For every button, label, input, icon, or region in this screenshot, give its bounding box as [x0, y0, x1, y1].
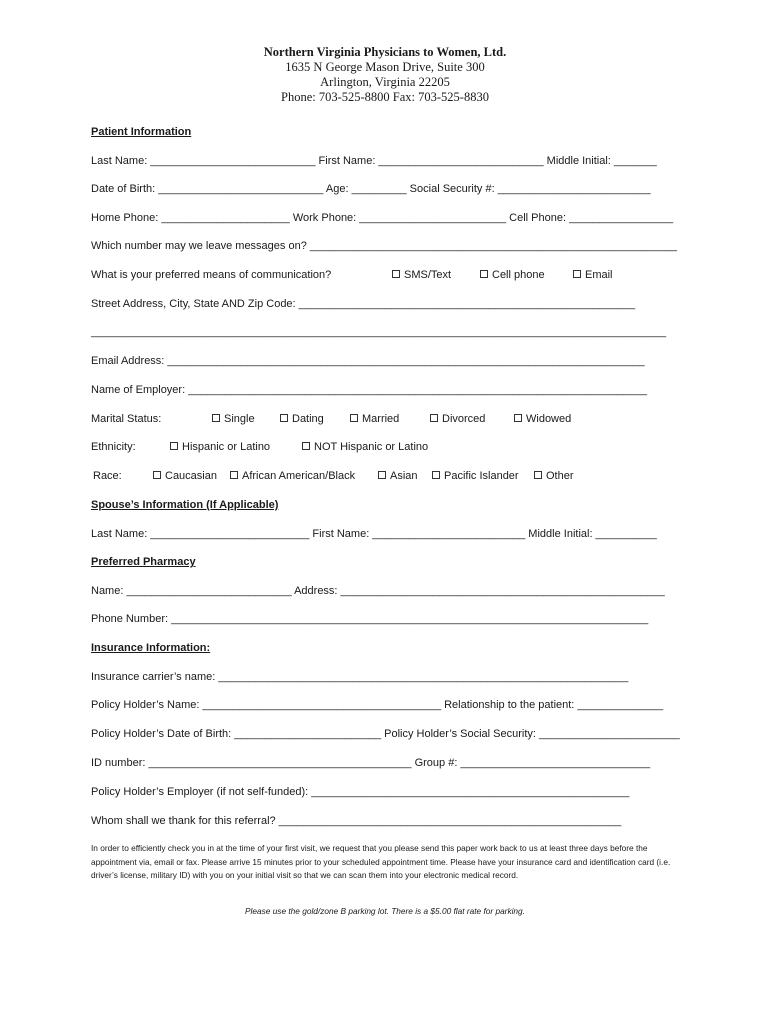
referral-field[interactable]: Whom shall we thank for this referral? ________________________________________________________ — [91, 815, 622, 827]
comm-option-cell[interactable]: Cell phone — [480, 269, 545, 281]
race-option-caucasian[interactable]: Caucasian — [153, 470, 217, 482]
policy-holder-name-field[interactable]: Policy Holder’s Name: _______________________________________ Relationship to the patient: ______________ — [91, 699, 664, 711]
pharmacy-name-address-field[interactable]: Name: ___________________________ Address: _____________________________________________________ — [91, 585, 665, 597]
parking-note: Please use the gold/zone B parking lot. There is a $5.00 flat rate for parking. — [245, 906, 525, 916]
employer-field[interactable]: Name of Employer: ___________________________________________________________________________ — [91, 384, 648, 396]
patient-information-heading: Patient Information — [91, 126, 192, 138]
marital-option-divorced[interactable]: Divorced — [430, 413, 485, 425]
street-address-field[interactable]: Street Address, City, State AND Zip Code: _______________________________________________________ — [91, 298, 636, 310]
date-of-birth-field[interactable]: Date of Birth: ___________________________ Age: _________ Social Security #: _________________________ — [91, 183, 651, 195]
first-visit-instructions: In order to efficiently check you in at the time of your first visit, we request that you please send this paper work back to us at least three days before the appointment via, email or fax. Please arrive 15 minutes prior to your scheduled appointment time. Please have your insurance card and identification card (i.e. driver’s license, military ID) with you on your initial visit so that we can scan them into your electronic medical record. — [91, 843, 671, 880]
policy-holder-employer-field[interactable]: Policy Holder’s Employer (if not self-funded): ____________________________________________________ — [91, 786, 630, 798]
message-number-field[interactable]: Which number may we leave messages on? ____________________________________________________________ — [91, 240, 677, 252]
insurance-carrier-field[interactable]: Insurance carrier’s name: ___________________________________________________________________ — [91, 671, 629, 683]
marital-option-married[interactable]: Married — [350, 413, 399, 425]
checkbox-icon — [350, 414, 358, 422]
patient-name-field[interactable]: Last Name: ___________________________ First Name: ___________________________ Middle Initial: _______ — [91, 155, 657, 167]
practice-address-line2: Arlington, Virginia 22205 — [320, 75, 450, 89]
marital-option-widowed[interactable]: Widowed — [514, 413, 571, 425]
insurance-information-heading: Insurance Information: — [91, 642, 211, 654]
spouse-name-field[interactable]: Last Name: __________________________ First Name: _________________________ Middle Initial: __________ — [91, 528, 657, 540]
checkbox-icon — [480, 270, 488, 278]
marital-option-dating[interactable]: Dating — [280, 413, 324, 425]
communication-label: What is your preferred means of communication? — [91, 269, 332, 281]
marital-option-single[interactable]: Single — [212, 413, 255, 425]
race-option-african-american[interactable]: African American/Black — [230, 470, 355, 482]
checkbox-icon — [212, 414, 220, 422]
spouse-information-heading: Spouse’s Information (If Applicable) — [91, 499, 279, 511]
race-option-pacific-islander[interactable]: Pacific Islander — [432, 470, 519, 482]
street-address-field-continued[interactable]: ______________________________________________________________________________________________ — [91, 326, 667, 338]
phone-numbers-field[interactable]: Home Phone: _____________________ Work Phone: ________________________ Cell Phone: _________________ — [91, 212, 674, 224]
marital-status-label: Marital Status: — [91, 413, 162, 425]
checkbox-icon — [432, 471, 440, 479]
pharmacy-phone-field[interactable]: Phone Number: ______________________________________________________________________________ — [91, 613, 649, 625]
communication-preference-row — [91, 269, 691, 283]
practice-header — [0, 45, 770, 105]
race-row — [91, 470, 691, 484]
race-label: Race: — [93, 470, 122, 482]
policy-holder-dob-ssn-field[interactable]: Policy Holder’s Date of Birth: ________________________ Policy Holder’s Social Security: _______________________ — [91, 728, 680, 740]
comm-option-sms[interactable]: SMS/Text — [392, 269, 451, 281]
checkbox-icon — [392, 270, 400, 278]
ethnicity-option-not-hispanic[interactable]: NOT Hispanic or Latino — [302, 441, 428, 453]
ethnicity-label: Ethnicity: — [91, 441, 136, 453]
checkbox-icon — [280, 414, 288, 422]
checkbox-icon — [302, 442, 310, 450]
id-group-number-field[interactable]: ID number: ___________________________________________ Group #: _______________________________ — [91, 757, 651, 769]
email-address-field[interactable]: Email Address: ______________________________________________________________________________ — [91, 355, 645, 367]
checkbox-icon — [514, 414, 522, 422]
ethnicity-option-hispanic[interactable]: Hispanic or Latino — [170, 441, 270, 453]
checkbox-icon — [430, 414, 438, 422]
checkbox-icon — [534, 471, 542, 479]
checkbox-icon — [170, 442, 178, 450]
preferred-pharmacy-heading: Preferred Pharmacy — [91, 556, 196, 568]
ethnicity-row — [91, 441, 691, 455]
checkbox-icon — [378, 471, 386, 479]
race-option-asian[interactable]: Asian — [378, 470, 418, 482]
marital-status-row — [91, 413, 691, 427]
comm-option-email[interactable]: Email — [573, 269, 613, 281]
practice-name: Northern Virginia Physicians to Women, Ltd. — [263, 45, 507, 59]
practice-address-line1: 1635 N George Mason Drive, Suite 300 — [285, 60, 485, 74]
checkbox-icon — [153, 471, 161, 479]
checkbox-icon — [230, 471, 238, 479]
race-option-other[interactable]: Other — [534, 470, 574, 482]
practice-phone-fax: Phone: 703-525-8800 Fax: 703-525-8830 — [281, 90, 489, 104]
checkbox-icon — [573, 270, 581, 278]
